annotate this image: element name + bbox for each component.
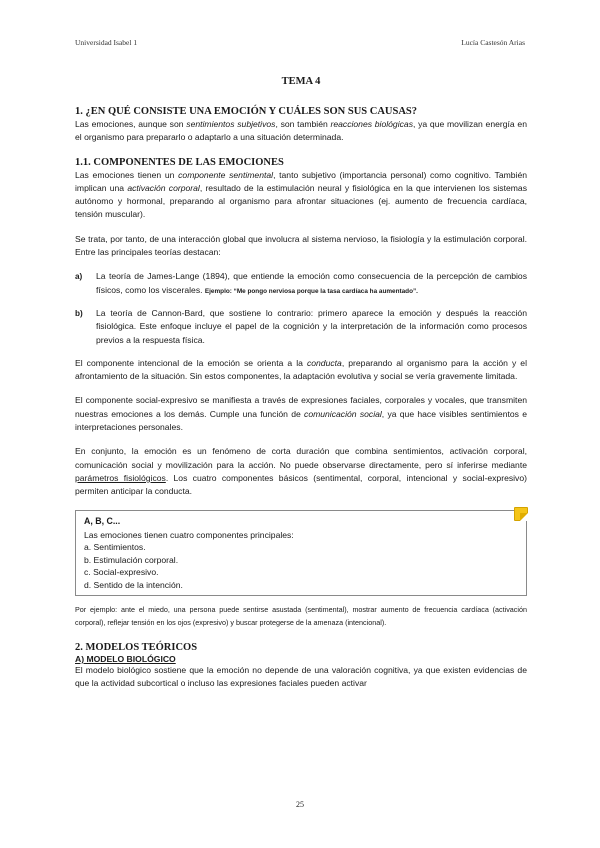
page-content (75, 76, 527, 702)
list-item (75, 270, 527, 298)
emphasis: sentimientos subjetivos (186, 119, 276, 129)
emphasis: reacciones biológicas (330, 119, 413, 129)
social-expressive-paragraph (75, 394, 527, 434)
summary-box-line: Las emociones tienen cuatro componentes principales: (84, 529, 294, 540)
text-run: El componente intencional de la emoción se orienta a la (75, 357, 307, 368)
sticky-note-icon[interactable] (514, 507, 528, 521)
section-2-heading: 2. MODELOS TEÓRICOS (75, 642, 198, 654)
summary-box-line: b. Estimulación corporal. (84, 554, 179, 565)
text-run: , resultado de la estimulación neural y fisiológica en la que intervienen los sistemas autónomo y hormonal, preparando al organismo para afrontar situaciones (ej. aumento de frecuencia cardíaca, tensión muscular). (75, 182, 528, 220)
header-right: Lucía Castesón Arias (461, 38, 525, 47)
example-paragraph: Por ejemplo: ante el miedo, una persona puede sentirse asustada (sentimental), mostrar aumento de frecuencia cardíaca (activación corporal), reflejar tensión en los ojos (expresivo) y buscar protegerse de la amenaza (intencional). (75, 605, 527, 628)
underlined-term: parámetros fisiológicos (75, 472, 166, 483)
header-left: Universidad Isabel 1 (75, 38, 138, 47)
subsection-heading: A) MODELO BIOLÓGICO (75, 654, 176, 665)
text-run: . Los cuatro componentes básicos (sentimental, corporal, intencional y social-expresivo) permiten anticipar la conducta. (75, 472, 527, 497)
list-item-text: La teoría de Cannon-Bard, que sostiene lo contrario: primero aparece la emoción y después la reacción fisiológica. Este enfoque incluye el papel de la cognición y la interpretación de la información como procesos previos a la respuesta física. (96, 307, 527, 345)
emphasis: comunicación social (304, 408, 382, 419)
text-run: El componente social-expresivo se manifiesta a través de expresiones faciales, corporales y vocales, que transmiten nuestras emociones a los demás. Cumple una función de (75, 395, 527, 419)
text-run: , tanto subjetivo (importancia personal) como cognitivo. También implican una (75, 169, 528, 193)
text-run: , ya que hace visibles sentimientos e interpretaciones personales. (75, 408, 527, 433)
section-1-paragraph (75, 118, 527, 145)
page-title: TEMA 4 (281, 76, 321, 87)
components-paragraph (75, 169, 527, 222)
list-marker: a) (75, 272, 83, 282)
emphasis: componente sentimental (178, 169, 274, 180)
emphasis: activación corporal (127, 182, 200, 193)
text-run: , ya que movilizan energía en el organismo para prepararlo o adaptarlo a una situación determinada. (75, 119, 527, 143)
summary-box (75, 510, 527, 597)
text-run: Las emociones, aunque son (75, 119, 187, 129)
list-item-example: Ejemplo: “Me pongo nerviosa porque la tasa cardíaca ha aumentado”. (204, 287, 418, 295)
section-1-1-heading: 1.1. COMPONENTES DE LAS EMOCIONES (75, 156, 284, 168)
text-run: Las emociones tienen un (75, 169, 179, 180)
list-marker: b) (75, 308, 83, 318)
summary-box-line: c. Social-expresivo. (84, 567, 159, 578)
list-item-text: La teoría de James-Lange (1894), que entiende la emoción como consecuencia de la percepción de cambios físicos, como los viscerales. (96, 271, 527, 295)
intentional-paragraph (75, 357, 527, 384)
biological-model-paragraph: El modelo biológico sostiene que la emoción no depende de una valoración cognitiva, ya que existen evidencias de que la actividad subcortical o incluso las expresiones faciales pueden activar (75, 665, 527, 689)
text-run: En conjunto, la emoción es un fenómeno de corta duración que combina sentimientos, activación corporal, comunicación social y movilización para la acción. No puede observarse directamente, pero sí inferirse mediante (75, 446, 527, 470)
summary-paragraph (75, 445, 527, 498)
list-item (75, 307, 527, 347)
summary-box-line: d. Sentido de la intención. (84, 579, 183, 590)
theories-list (75, 270, 527, 346)
section-1-heading: 1. ¿EN QUÉ CONSISTE UNA EMOCIÓN Y CUÁLES SON SUS CAUSAS? (75, 106, 417, 117)
text-run: , preparando al organismo para la acción y el afrontamiento de la situación. Sin estos componentes, la adaptación evolutiva y social se vería gravemente limitada. (75, 357, 527, 382)
summary-box-title: A, B, C... (84, 515, 121, 526)
emphasis: conducta (306, 357, 342, 368)
page-number: 25 (296, 800, 304, 809)
summary-box-line: a. Sentimientos. (84, 542, 146, 553)
text-run: , son también (275, 119, 331, 129)
theories-intro-paragraph: Se trata, por tanto, de una interacción global que involucra al sistema nervioso, la fisiología y la estimulación corporal. Entre las principales teorías destacan: (75, 233, 527, 258)
